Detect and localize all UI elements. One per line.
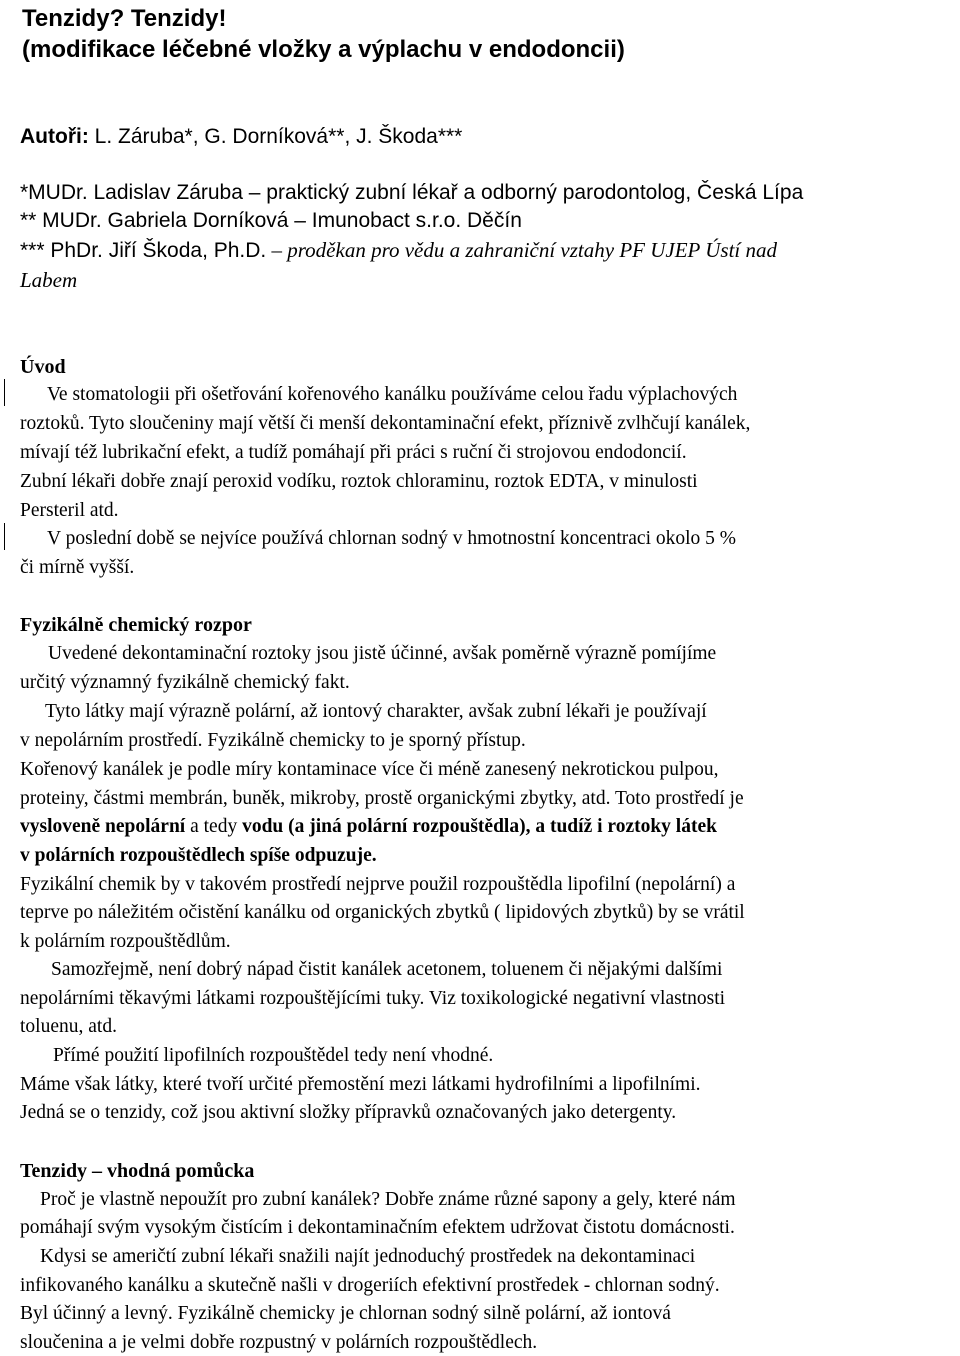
affiliation-3-name: *** PhDr. Jiří Škoda, Ph.D. [20, 239, 267, 262]
rozpor-line-7-bold-1: vysloveně nepolární [20, 816, 186, 837]
uvod-line-7: či mírně vyšší. [20, 557, 135, 578]
rozpor-line-8-bold: v polárních rozpouštědlech spíše odpuzuje. [20, 845, 377, 866]
rozpor-line-12: Samozřejmě, není dobrý nápad čistit kanálek acetonem, toluenem či nějakými dalšími [51, 959, 723, 980]
rozpor-line-5: Kořenový kanálek je podle míry kontaminace více či méně zanesený nekrotickou pulpou, [20, 759, 719, 780]
affiliation-3-continued [20, 267, 77, 294]
rozpor-line-1: Uvedené dekontaminační roztoky jsou jistě účinné, avšak poměrně výrazně pomíjíme [48, 643, 717, 664]
rozpor-line-7 [20, 815, 717, 839]
rozpor-line-17: Jedná se o tenzidy, což jsou aktivní složky přípravků označovaných jako detergenty. [20, 1102, 677, 1123]
change-bar-2 [4, 523, 5, 550]
rozpor-line-8 [20, 844, 377, 868]
affiliation-3 [20, 237, 777, 264]
rozpor-line-11: k polárním rozpouštědlům. [20, 931, 231, 952]
rozpor-line-14: toluenu, atd. [20, 1016, 117, 1037]
rozpor-line-7-text: a tedy [185, 816, 243, 837]
rozpor-line-6: proteiny, částmi membrán, buněk, mikroby, prostě organickými zbytky, atd. Toto prostředí je [20, 788, 744, 809]
rozpor-line-3: Tyto látky mají výrazně polární, až iontový charakter, avšak zubní lékaři je používají [45, 701, 707, 722]
rozpor-line-4: v nepolárním prostředí. Fyzikálně chemicky to je sporný přístup. [20, 730, 526, 751]
uvod-line-6: V poslední době se nejvíce používá chlornan sodný v hmotnostní koncentraci okolo 5 % [47, 528, 737, 549]
tenzidy-line-4: infikovaného kanálku a skutečně našli v drogeriích efektivní prostředek - chlornan sodný. [20, 1275, 720, 1296]
uvod-line-3: mívají též lubrikační efekt, a tudíž pomáhají při práci s ruční či strojovou endodoncií. [20, 442, 687, 463]
uvod-line-4: Zubní lékaři dobře znají peroxid vodíku, roztok chloraminu, roztok EDTA, v minulosti [20, 471, 698, 492]
affiliation-3-role: – proděkan pro vědu a zahraniční vztahy PF UJEP Ústí nad [266, 238, 778, 262]
document-title-line-1: Tenzidy? Tenzidy! [22, 5, 227, 32]
tenzidy-line-1: Proč je vlastně nepoužít pro zubní kanálek? Dobře známe různé sapony a gely, které nám [40, 1189, 736, 1210]
rozpor-line-13: nepolárními těkavými látkami rozpouštějícími tuky. Viz toxikologické negativní vlastnosti [20, 988, 726, 1009]
tenzidy-line-2: pomáhají svým vysokým čistícím i dekontaminačním efektem udržovat čistotu domácnosti. [20, 1217, 735, 1238]
affiliation-2: ** MUDr. Gabriela Dorníková – Imunobact s.r.o. Děčín [20, 209, 522, 232]
rozpor-line-15: Přímé použití lipofilních rozpouštědel tedy není vhodné. [53, 1045, 494, 1066]
affiliation-3-role-cont: Labem [20, 268, 78, 292]
change-bar-1 [4, 379, 5, 406]
authors-names: L. Záruba*, G. Dorníková**, J. Škoda*** [94, 125, 463, 148]
affiliation-1: *MUDr. Ladislav Záruba – praktický zubní lékař a odborný parodontolog, Česká Lípa [20, 181, 804, 204]
uvod-line-1: Ve stomatologii při ošetřování kořenového kanálku používáme celou řadu výplachových [47, 384, 738, 405]
tenzidy-line-3: Kdysi se američtí zubní lékaři snažili najít jednoduchý prostředek na dekontaminaci [40, 1246, 696, 1267]
authors-line [20, 124, 462, 150]
tenzidy-line-6: sloučenina a je velmi dobře rozpustný v polárních rozpouštědlech. [20, 1332, 538, 1353]
document-title-line-2: (modifikace léčebné vložky a výplachu v endodoncii) [22, 36, 625, 63]
rozpor-line-16: Máme však látky, které tvoří určité přemostění mezi látkami hydrofilními a lipofilními. [20, 1074, 701, 1095]
uvod-line-5: Persteril atd. [20, 500, 119, 521]
rozpor-line-7-bold-2: vodu (a jiná polární rozpouštědla), a tudíž i roztoky látek [242, 816, 717, 837]
authors-label: Autoři: [20, 125, 89, 148]
rozpor-line-10: teprve po náležitém očistění kanálku od organických zbytků ( lipidových zbytků) by se vrátil [20, 902, 745, 923]
rozpor-line-2: určitý významný fyzikálně chemický fakt. [20, 672, 350, 693]
section-heading-uvod: Úvod [20, 356, 66, 378]
rozpor-line-9: Fyzikální chemik by v takovém prostředí nejprve použil rozpouštědla lipofilní (nepolární) a [20, 874, 736, 895]
tenzidy-line-5: Byl účinný a levný. Fyzikálně chemicky je chlornan sodný silně polární, až iontová [20, 1303, 671, 1324]
uvod-line-2: roztoků. Tyto sloučeniny mají větší či menší dekontaminační efekt, příznivě zvlhčují kanálek, [20, 413, 751, 434]
section-heading-tenzidy: Tenzidy – vhodná pomůcka [20, 1160, 255, 1182]
section-heading-rozpor: Fyzikálně chemický rozpor [20, 614, 252, 636]
